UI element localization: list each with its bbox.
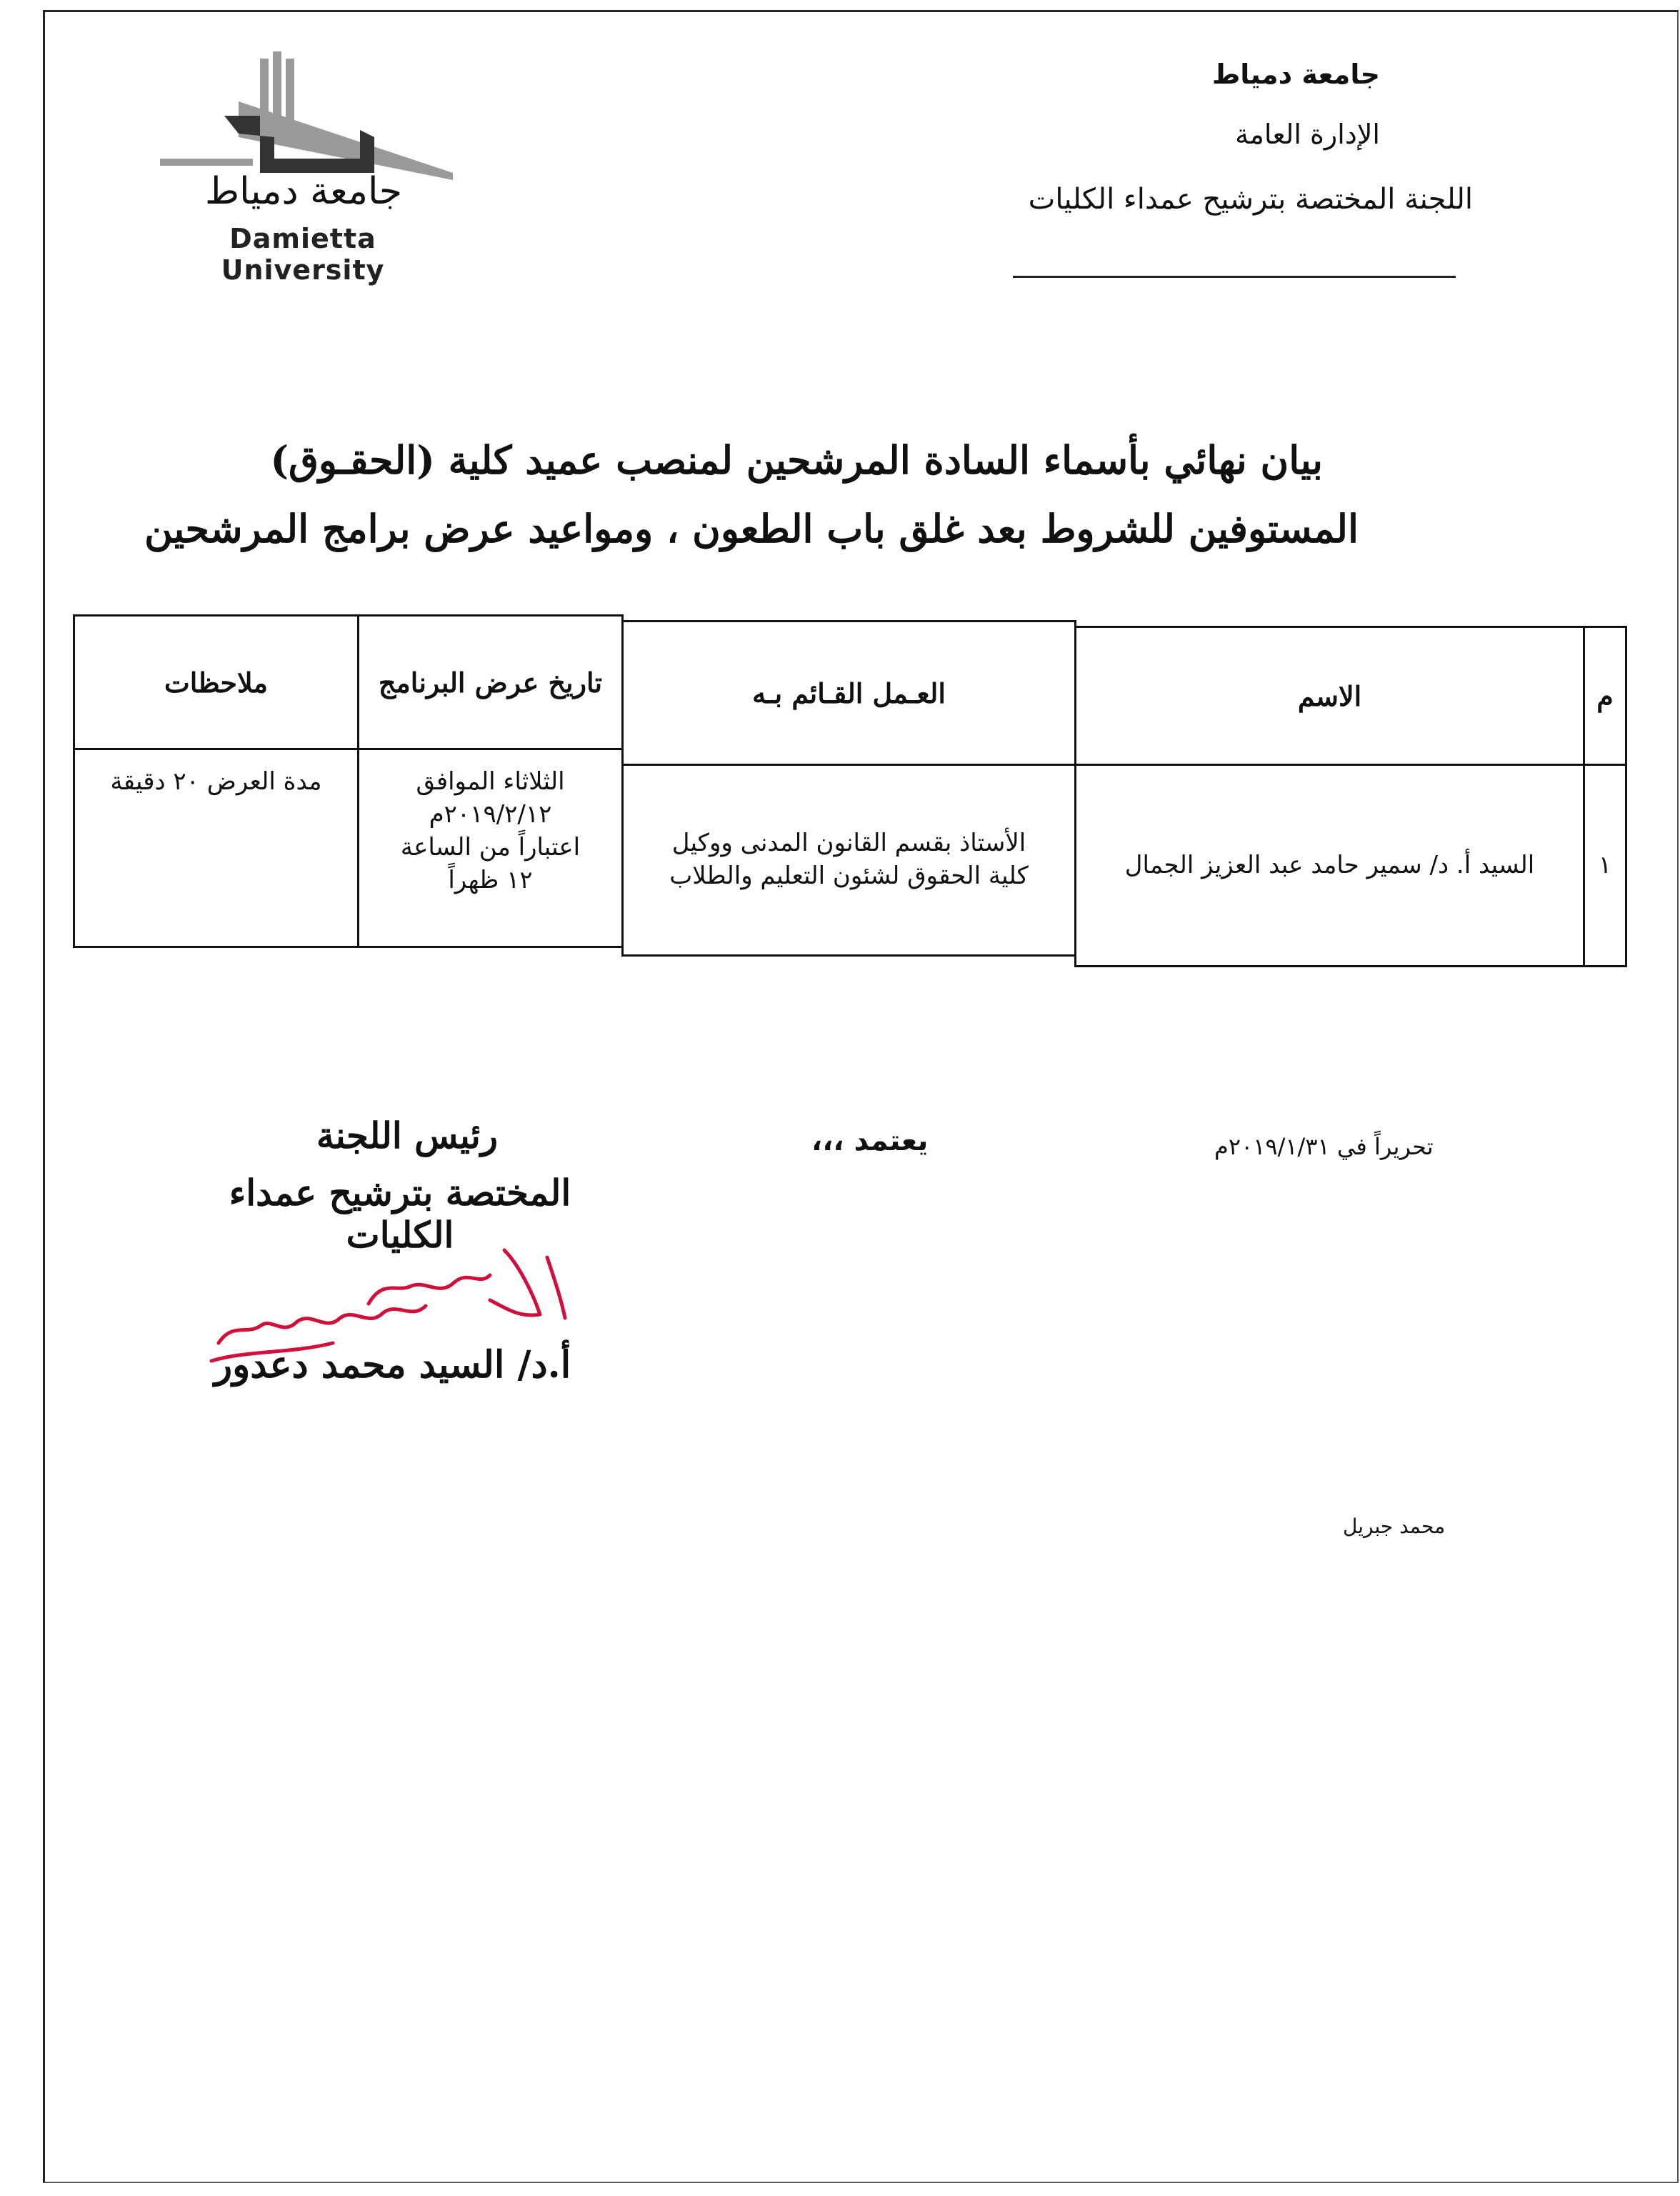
th-job: العـمل القـائم بـه [621, 620, 1076, 766]
header-university: جامعة دمياط [1211, 59, 1380, 90]
page-border [43, 10, 1679, 2183]
clerk-name: محمد جبريل [1343, 1514, 1446, 1538]
row-notes: مدة العرض ٢٠ دقيقة [73, 748, 359, 948]
row-date [357, 748, 624, 948]
header-committee: اللجنة المختصة بترشيح عمداء الكليات [1028, 183, 1473, 216]
logo-arabic-name: جامعة دمياط [205, 170, 402, 213]
row-job-line2: كلية الحقوق لشئون التعليم والطلاب [669, 862, 1029, 890]
th-name: الاسم [1074, 626, 1585, 766]
header-administration: الإدارة العامة [1235, 119, 1380, 150]
chair-title-line1: رئيس اللجنة [316, 1114, 499, 1157]
row-date-line2: ٢٠١٩/٢/١٢م [429, 799, 552, 829]
document-title-line2: المستوفين للشروط بعد غلق باب الطعون ، ومواعيد عرض برامج المرشحين [144, 506, 1359, 552]
th-notes: ملاحظات [73, 614, 359, 750]
row-name: السيد أ. د/ سمير حامد عبد العزيز الجمال [1074, 764, 1585, 967]
row-index: ١ [1583, 764, 1627, 967]
header-divider [1013, 276, 1456, 278]
candidates-table [73, 614, 1627, 967]
logo-english-name: Damietta University [221, 223, 385, 286]
chair-name: أ.د/ السيد محمد دعدور [214, 1343, 571, 1387]
th-date: تاريخ عرض البرنامج [357, 614, 624, 750]
row-date-line4: ١٢ ظهراً [448, 865, 533, 894]
document-title-line1: بيان نهائي بأسماء السادة المرشحين لمنصب عميد كلية (الحقـوق) [270, 437, 1323, 483]
row-date-line3: اعتباراً من الساعة [400, 832, 581, 862]
row-job-line1: الأستاذ بقسم القانون المدنى ووكيل [671, 829, 1026, 858]
approve-label: يعتمد ،،، [811, 1124, 929, 1157]
row-date-line1: الثلاثاء الموافق [416, 767, 565, 796]
chair-title-line2: المختصة بترشيح عمداء الكليات [229, 1172, 571, 1256]
row-job [621, 764, 1076, 957]
written-date: تحريراً في ٢٠١٩/١/٣١م [1214, 1133, 1434, 1160]
th-index: م [1583, 626, 1627, 766]
